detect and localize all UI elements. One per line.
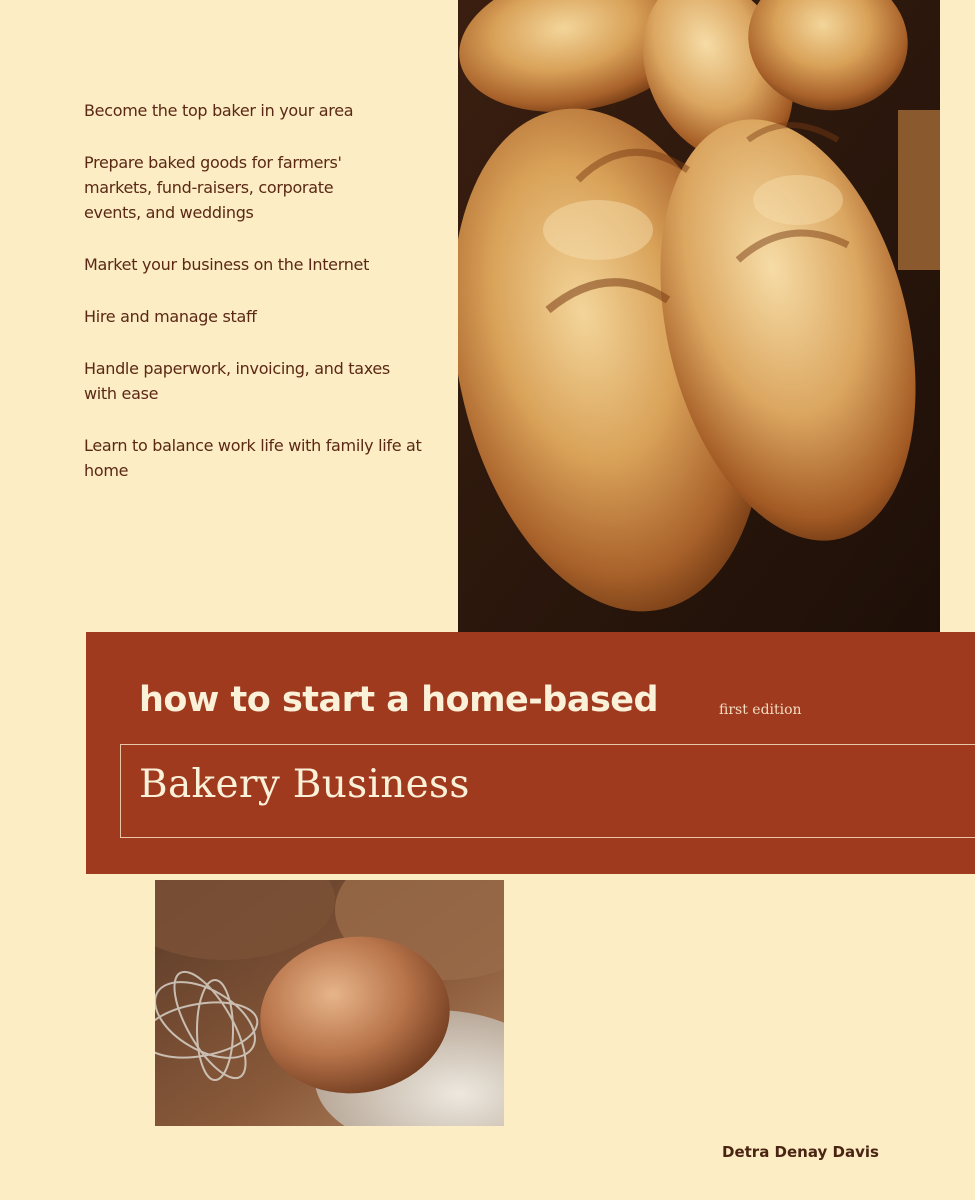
bullet-item: Learn to balance work life with family life at home	[84, 436, 422, 480]
egg-and-whisk-photo	[155, 880, 504, 1126]
bullet-item: Become the top baker in your area	[84, 101, 354, 120]
bullet-item: Market your business on the Internet	[84, 255, 370, 274]
bullet-item: Handle paperwork, invoicing, and taxes with ease	[84, 359, 390, 403]
bullet-item: Hire and manage staff	[84, 307, 257, 326]
edition-label: first edition	[719, 702, 802, 718]
feature-bullet-list	[84, 98, 444, 510]
series-title: how to start a home-based	[139, 680, 659, 720]
bullet-item: Prepare baked goods for farmers' markets, fund-raisers, corporate events, and weddings	[84, 153, 342, 222]
author-name: Detra Denay Davis	[722, 1143, 879, 1161]
bread-loaves-photo	[458, 0, 940, 632]
book-title: Bakery Business	[139, 762, 470, 807]
